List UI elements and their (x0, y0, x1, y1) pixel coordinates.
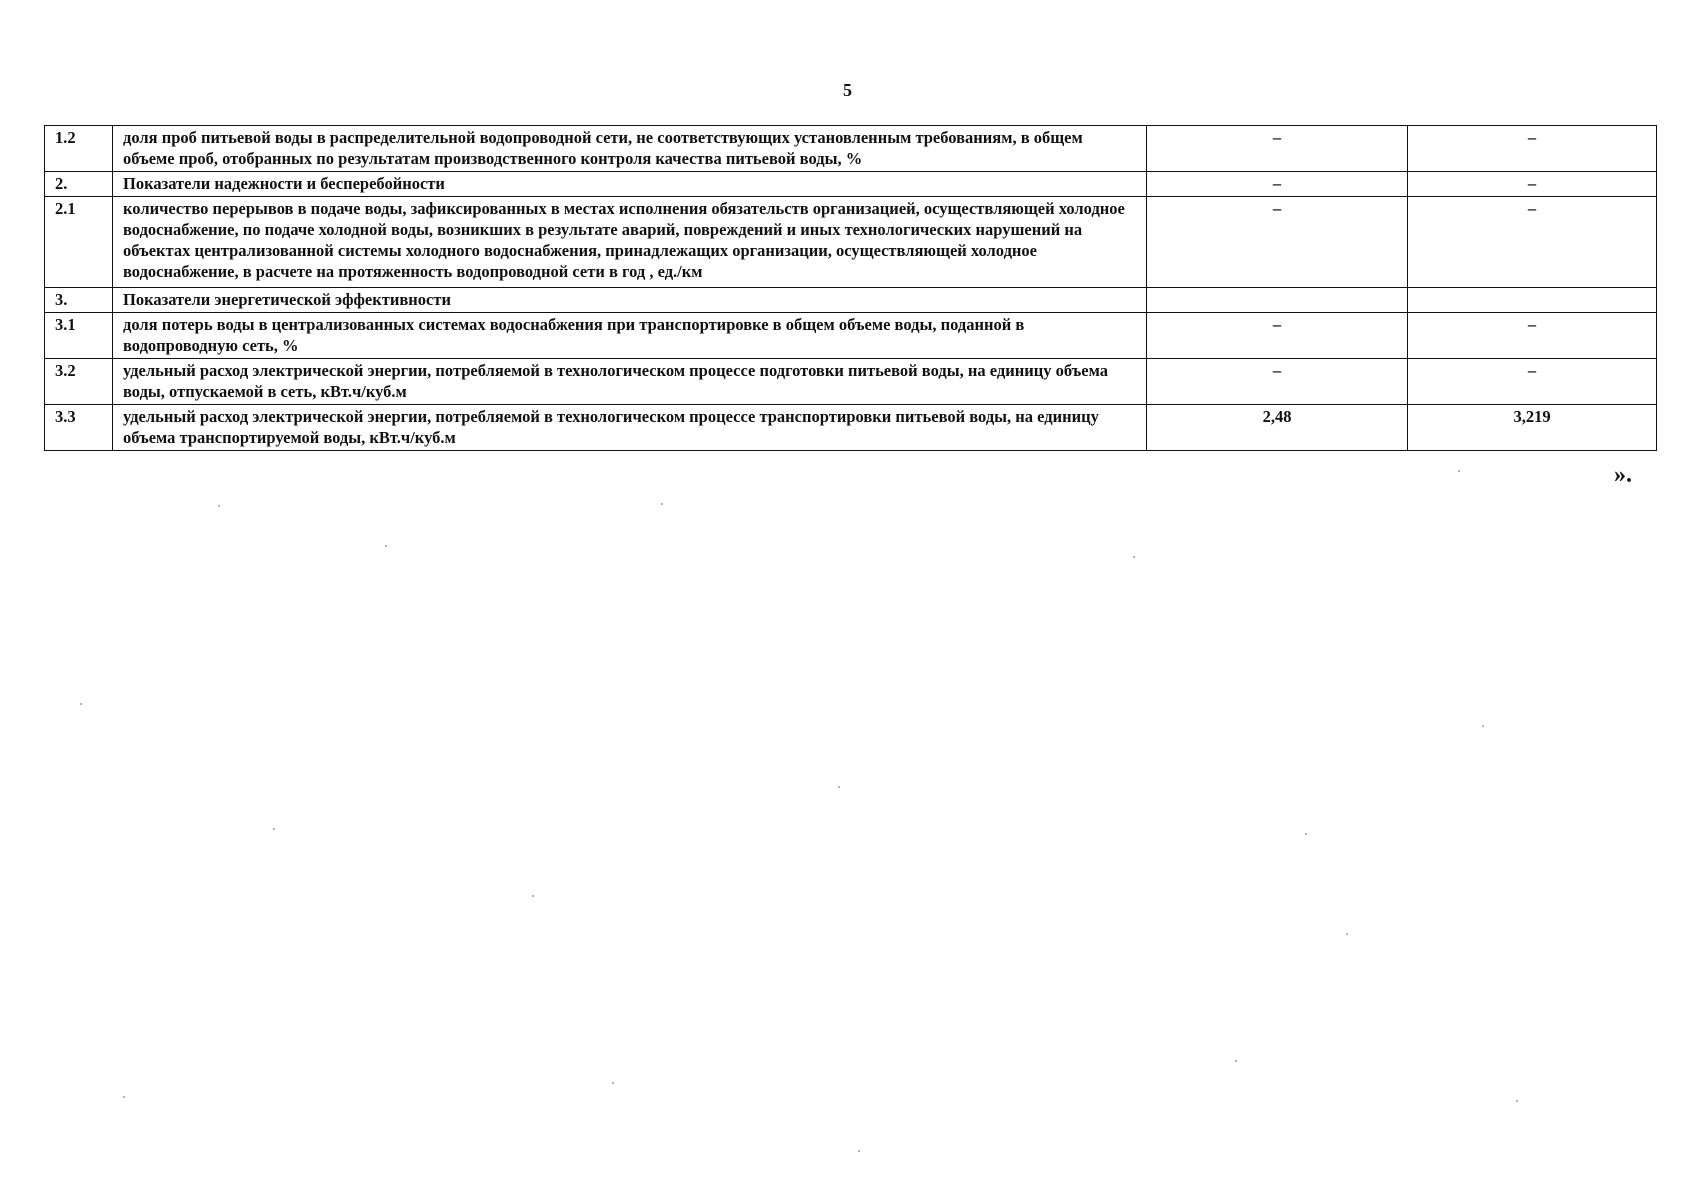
indicator-value-2: – (1408, 172, 1657, 197)
row-number: 2.1 (45, 197, 113, 288)
indicator-value-2: – (1408, 359, 1657, 405)
scan-speck (532, 895, 534, 897)
scan-speck (858, 1150, 860, 1152)
indicator-value-2 (1408, 288, 1657, 313)
indicator-name: удельный расход электрической энергии, потребляемой в технологическом процессе подготовки питьевой воды, на единицу объема воды, отпускаемой в сеть, кВт.ч/куб.м (113, 359, 1147, 405)
table-row (45, 359, 1657, 405)
indicator-value-2: – (1408, 126, 1657, 172)
scan-speck (385, 545, 387, 547)
row-number: 3.2 (45, 359, 113, 405)
indicator-value-2: – (1408, 313, 1657, 359)
indicator-name: удельный расход электрической энергии, потребляемой в технологическом процессе транспортировки питьевой воды, на единицу объема транспортируемой воды, кВт.ч/куб.м (113, 405, 1147, 451)
scan-speck (612, 1082, 614, 1084)
scan-speck (218, 505, 220, 507)
table-row (45, 313, 1657, 359)
row-number: 2. (45, 172, 113, 197)
indicator-value-2: 3,219 (1408, 405, 1657, 451)
scan-speck (1235, 1060, 1237, 1062)
indicator-value-1: – (1147, 313, 1408, 359)
scan-speck (1305, 833, 1307, 835)
indicator-value-1: – (1147, 172, 1408, 197)
indicator-name: количество перерывов в подаче воды, зафиксированных в местах исполнения обязательств организацией, осуществляющей холодное водоснабжение, по подаче холодной воды, возникших в результате аварий, повреждений и иных технологических нарушений на объектах централизованной системы холодного водоснабжения, принадлежащих организации, осуществляющей холодное водоснабжение, в расчете на протяженность водопроводной сети в год , ед./км (113, 197, 1147, 288)
row-number: 3.3 (45, 405, 113, 451)
scan-speck (1458, 470, 1460, 472)
scan-speck (1516, 1100, 1518, 1102)
indicator-value-1: 2,48 (1147, 405, 1408, 451)
row-number: 3.1 (45, 313, 113, 359)
table-row (45, 197, 1657, 288)
row-number: 1.2 (45, 126, 113, 172)
indicator-value-1: – (1147, 126, 1408, 172)
scan-speck (273, 828, 275, 830)
indicator-value-2: – (1408, 197, 1657, 288)
closing-quote-mark: ». (1614, 462, 1632, 488)
row-number: 3. (45, 288, 113, 313)
indicator-name: доля проб питьевой воды в распределительной водопроводной сети, не соответствующих установленным требованиям, в общем объеме проб, отобранных по результатам производственного контроля качества питьевой воды, % (113, 126, 1147, 172)
indicator-value-1 (1147, 288, 1408, 313)
scan-speck (1346, 933, 1348, 935)
scan-speck (661, 503, 663, 505)
scan-speck (1482, 725, 1484, 727)
indicator-name: доля потерь воды в централизованных системах водоснабжения при транспортировке в общем объеме воды, поданной в водопроводную сеть, % (113, 313, 1147, 359)
table-row (45, 288, 1657, 313)
scan-speck (838, 786, 840, 788)
indicators-table (44, 125, 1657, 451)
table-row (45, 405, 1657, 451)
indicator-name: Показатели надежности и бесперебойности (113, 172, 1147, 197)
page-number: 5 (843, 80, 852, 100)
table-row (45, 172, 1657, 197)
table-row (45, 126, 1657, 172)
indicator-value-1: – (1147, 359, 1408, 405)
indicator-name: Показатели энергетической эффективности (113, 288, 1147, 313)
scan-speck (1133, 556, 1135, 558)
scan-speck (80, 703, 82, 705)
indicator-value-1: – (1147, 197, 1408, 288)
scan-speck (123, 1096, 125, 1098)
